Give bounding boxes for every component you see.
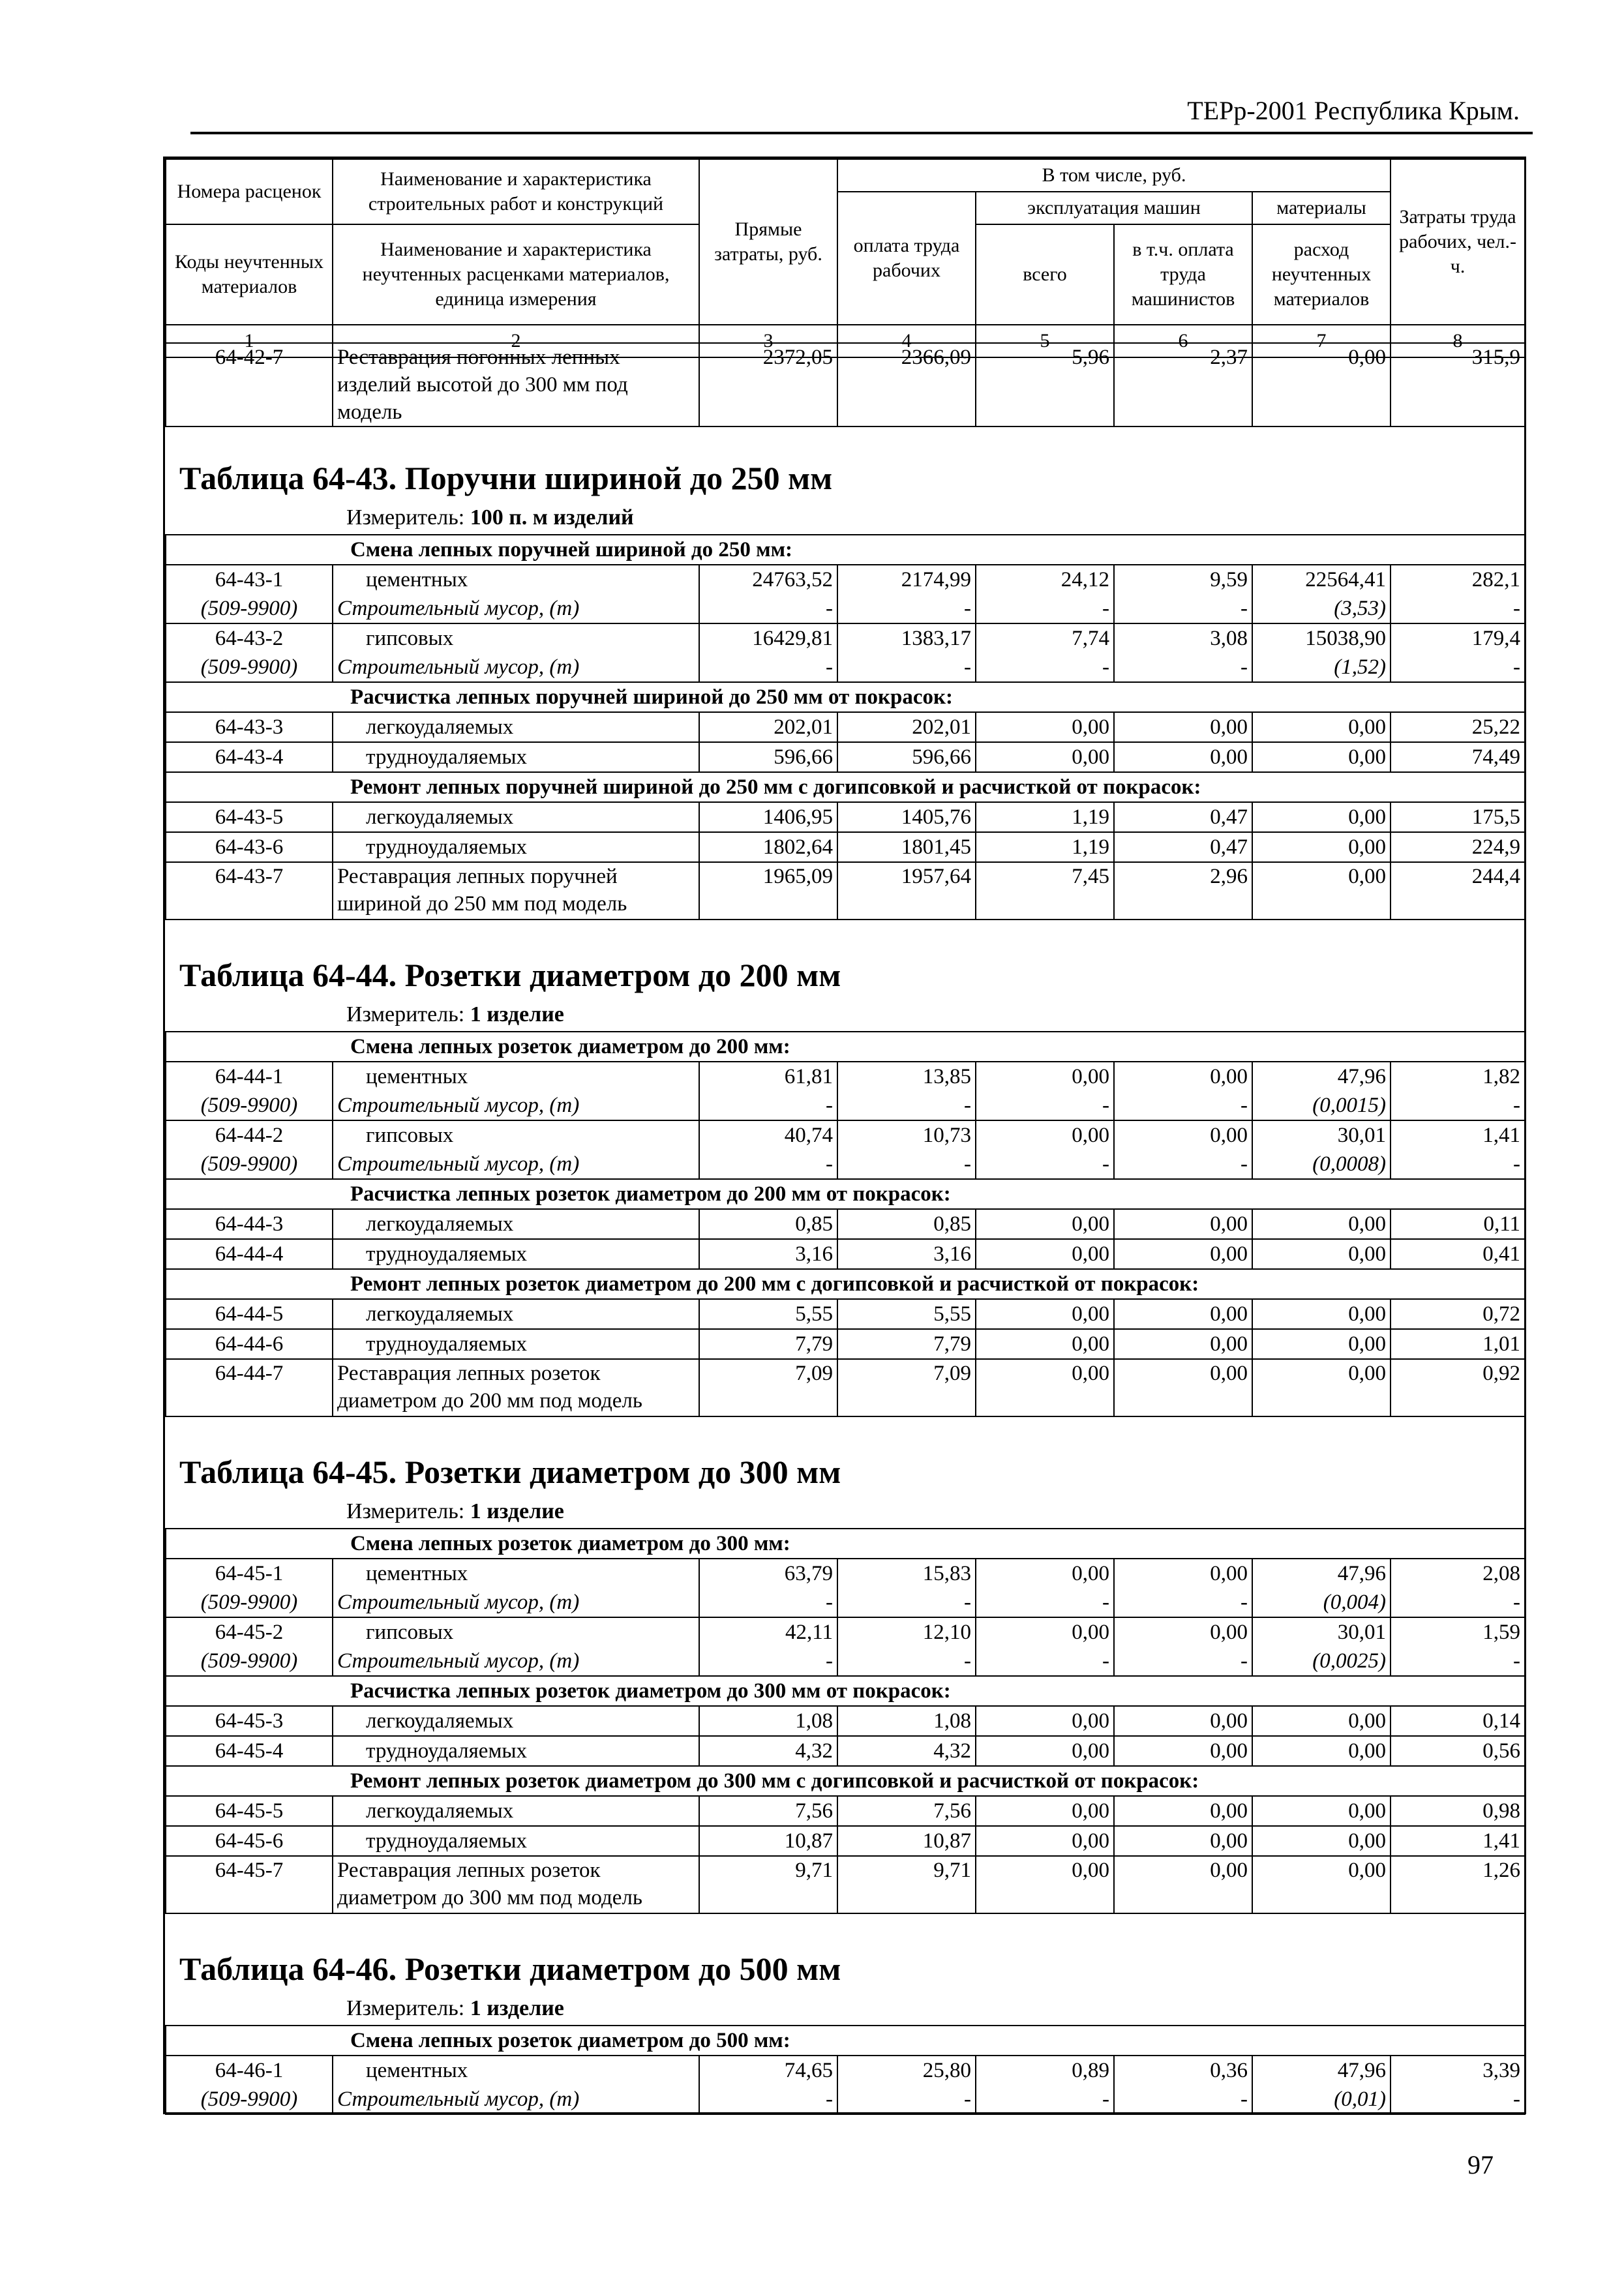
labor-hours: 3,39	[1391, 2056, 1525, 2085]
machines-total: 0,00	[976, 1120, 1114, 1150]
worker-pay: 1801,45	[837, 832, 976, 862]
materials-cost: 0,00	[1252, 1826, 1391, 1856]
materials-cost: 15038,90	[1252, 623, 1391, 653]
labor-hours: 74,49	[1391, 742, 1525, 772]
machinist-pay: 2,96	[1114, 862, 1252, 920]
materials-cost: 0,00	[1252, 802, 1391, 832]
labor-hours: 282,1	[1391, 565, 1525, 594]
section-header: Смена лепных розеток диаметром до 300 мм:	[166, 1529, 1525, 1559]
labor-hours: 315,9	[1391, 343, 1525, 426]
header-machinist-pay: в т.ч. оплата труда машинистов	[1114, 224, 1252, 325]
worker-pay: 15,83	[837, 1559, 976, 1588]
direct-cost: 7,56	[699, 1796, 837, 1826]
unit-64-43	[346, 504, 634, 531]
dash: -	[1114, 2085, 1252, 2114]
machinist-pay: 0,00	[1114, 1826, 1252, 1856]
rate-code: 64-45-4	[166, 1736, 333, 1766]
unit-label: Измеритель:	[346, 505, 465, 530]
direct-cost: 2372,05	[699, 343, 837, 426]
direct-cost: 4,32	[699, 1736, 837, 1766]
materials-cost: 0,00	[1252, 1359, 1391, 1416]
material-quantity: (0,01)	[1252, 2085, 1391, 2114]
rate-code: 64-44-6	[166, 1329, 333, 1359]
section-header: Расчистка лепных розеток диаметром до 200 мм от покрасок:	[166, 1179, 1525, 1209]
materials-cost: 0,00	[1252, 1706, 1391, 1736]
machines-total: 0,00	[976, 1706, 1114, 1736]
machinist-pay: 0,00	[1114, 1706, 1252, 1736]
material-quantity: (0,004)	[1252, 1588, 1391, 1617]
labor-hours: 0,92	[1391, 1359, 1525, 1416]
rate-name: трудноудаляемых	[333, 742, 699, 772]
labor-hours: 0,41	[1391, 1239, 1525, 1269]
material-code: (509-9900)	[166, 594, 333, 623]
materials-cost: 0,00	[1252, 1299, 1391, 1329]
col-num-1: 1	[166, 325, 333, 357]
machines-total: 0,00	[976, 1796, 1114, 1826]
worker-pay: 10,73	[837, 1120, 976, 1150]
worker-pay: 7,56	[837, 1796, 976, 1826]
machinist-pay: 0,00	[1114, 1120, 1252, 1150]
materials-cost: 0,00	[1252, 862, 1391, 920]
rate-code: 64-45-2	[166, 1617, 333, 1647]
rate-code: 64-45-3	[166, 1706, 333, 1736]
dash: -	[1114, 1150, 1252, 1179]
dash: -	[837, 594, 976, 623]
materials-cost: 0,00	[1252, 343, 1391, 426]
direct-cost: 10,87	[699, 1826, 837, 1856]
materials-cost: 0,00	[1252, 832, 1391, 862]
material-code: (509-9900)	[166, 1150, 333, 1179]
worker-pay: 13,85	[837, 1062, 976, 1091]
machines-total: 0,00	[976, 1209, 1114, 1239]
worker-pay: 2174,99	[837, 565, 976, 594]
running-header: ТЕРр-2001 Республика Крым.	[1187, 96, 1520, 125]
rate-code: 64-43-4	[166, 742, 333, 772]
rate-name: цементных	[333, 2056, 699, 2085]
labor-hours: 2,08	[1391, 1559, 1525, 1588]
col-num-3: 3	[699, 325, 837, 357]
dash: -	[1391, 2085, 1525, 2114]
header-unaccounted-materials: расход неучтенных материалов	[1252, 224, 1391, 325]
materials-cost: 0,00	[1252, 1736, 1391, 1766]
labor-hours: 0,14	[1391, 1706, 1525, 1736]
machinist-pay: 0,00	[1114, 1329, 1252, 1359]
unit-64-46	[346, 1995, 564, 2022]
material-code: (509-9900)	[166, 1588, 333, 1617]
rate-code: 64-44-7	[166, 1359, 333, 1416]
section-header: Ремонт лепных розеток диаметром до 300 мм с догипсовкой и расчисткой от покрасок:	[166, 1766, 1525, 1796]
worker-pay: 1383,17	[837, 623, 976, 653]
materials-cost: 30,01	[1252, 1120, 1391, 1150]
direct-cost: 63,79	[699, 1559, 837, 1588]
rate-name: легкоудаляемых	[333, 1706, 699, 1736]
worker-pay: 596,66	[837, 742, 976, 772]
rate-name: трудноудаляемых	[333, 1826, 699, 1856]
machines-total: 1,19	[976, 832, 1114, 862]
col-num-6: 6	[1114, 325, 1252, 357]
rate-code: 64-44-5	[166, 1299, 333, 1329]
page-number: 97	[1467, 2150, 1494, 2179]
dash: -	[1391, 1647, 1525, 1676]
material-quantity: (1,52)	[1252, 653, 1391, 682]
rate-code: 64-42-7	[166, 343, 333, 426]
rate-name: цементных	[333, 1559, 699, 1588]
materials-cost: 0,00	[1252, 1856, 1391, 1913]
machines-total: 0,89	[976, 2056, 1114, 2085]
table-64-46	[165, 2025, 1526, 2115]
table-64-44	[165, 1031, 1526, 1417]
labor-hours: 224,9	[1391, 832, 1525, 862]
direct-cost: 1965,09	[699, 862, 837, 920]
machinist-pay: 0,00	[1114, 742, 1252, 772]
worker-pay: 10,87	[837, 1826, 976, 1856]
direct-cost: 1406,95	[699, 802, 837, 832]
dash: -	[1114, 1091, 1252, 1120]
worker-pay: 4,32	[837, 1736, 976, 1766]
rate-name: Реставрация погонных лепных изделий высотой до 300 мм под модель	[333, 343, 699, 426]
labor-hours: 0,11	[1391, 1209, 1525, 1239]
dash: -	[699, 653, 837, 682]
machinist-pay: 0,00	[1114, 1239, 1252, 1269]
dash: -	[699, 1150, 837, 1179]
rate-name: легкоудаляемых	[333, 1209, 699, 1239]
material-quantity: (0,0025)	[1252, 1647, 1391, 1676]
rate-name: легкоудаляемых	[333, 1299, 699, 1329]
dash: -	[1114, 1588, 1252, 1617]
dash: -	[1391, 1588, 1525, 1617]
rate-name: трудноудаляемых	[333, 1329, 699, 1359]
machines-total: 0,00	[976, 1826, 1114, 1856]
unit-label: Измеритель:	[346, 1996, 465, 2020]
machines-total: 0,00	[976, 1239, 1114, 1269]
header-machines: эксплуатация машин	[976, 192, 1252, 224]
table-title-64-46: Таблица 64-46. Розетки диаметром до 500 мм	[179, 1951, 841, 1987]
rates-table-frame	[163, 157, 1526, 2114]
dash: -	[1114, 1647, 1252, 1676]
dash: -	[837, 2085, 976, 2114]
machines-total: 5,96	[976, 343, 1114, 426]
header-work-name: Наименование и характеристика строительных работ и конструкций	[333, 159, 699, 224]
dash: -	[976, 1091, 1114, 1120]
dash: -	[1391, 594, 1525, 623]
direct-cost: 596,66	[699, 742, 837, 772]
machinist-pay: 2,37	[1114, 343, 1252, 426]
machinist-pay: 0,47	[1114, 832, 1252, 862]
material-name: Строительный мусор, (т)	[333, 2085, 699, 2114]
rate-code: 64-45-6	[166, 1826, 333, 1856]
machinist-pay: 3,08	[1114, 623, 1252, 653]
col-num-7: 7	[1252, 325, 1391, 357]
table-64-45	[165, 1528, 1526, 1914]
col-num-4: 4	[837, 325, 976, 357]
machinist-pay: 0,00	[1114, 1736, 1252, 1766]
dash: -	[976, 1150, 1114, 1179]
labor-hours: 1,41	[1391, 1826, 1525, 1856]
material-quantity: (3,53)	[1252, 594, 1391, 623]
labor-hours: 244,4	[1391, 862, 1525, 920]
rate-name: цементных	[333, 565, 699, 594]
materials-cost: 47,96	[1252, 2056, 1391, 2085]
unit-64-45	[346, 1498, 564, 1525]
materials-cost: 0,00	[1252, 1239, 1391, 1269]
machines-total: 1,19	[976, 802, 1114, 832]
machines-total: 7,45	[976, 862, 1114, 920]
header-machines-total: всего	[976, 224, 1114, 325]
rate-code: 64-43-6	[166, 832, 333, 862]
header-rate-numbers: Номера расценок	[166, 159, 333, 224]
rate-code: 64-44-3	[166, 1209, 333, 1239]
rate-name: цементных	[333, 1062, 699, 1091]
machinist-pay: 0,00	[1114, 1359, 1252, 1416]
material-quantity: (0,0015)	[1252, 1091, 1391, 1120]
rate-name: легкоудаляемых	[333, 802, 699, 832]
header-materials: материалы	[1252, 192, 1391, 224]
machines-total: 0,00	[976, 1856, 1114, 1913]
labor-hours: 1,82	[1391, 1062, 1525, 1091]
machinist-pay: 9,59	[1114, 565, 1252, 594]
rate-name: гипсовых	[333, 1617, 699, 1647]
worker-pay: 0,85	[837, 1209, 976, 1239]
direct-cost: 9,71	[699, 1856, 837, 1913]
materials-cost: 22564,41	[1252, 565, 1391, 594]
machinist-pay: 0,00	[1114, 1856, 1252, 1913]
table-title-64-43: Таблица 64-43. Поручни шириной до 250 мм	[179, 460, 833, 496]
header-material-codes: Коды неучтенных материалов	[166, 224, 333, 325]
table-title-64-45: Таблица 64-45. Розетки диаметром до 300 мм	[179, 1454, 841, 1490]
rate-code: 64-44-2	[166, 1120, 333, 1150]
machines-total: 0,00	[976, 1359, 1114, 1416]
section-header: Смена лепных поручней шириной до 250 мм:	[166, 535, 1525, 565]
machines-total: 24,12	[976, 565, 1114, 594]
material-name: Строительный мусор, (т)	[333, 1647, 699, 1676]
col-num-8: 8	[1391, 325, 1525, 357]
dash: -	[699, 1588, 837, 1617]
direct-cost: 74,65	[699, 2056, 837, 2085]
section-header: Смена лепных розеток диаметром до 200 мм:	[166, 1032, 1525, 1062]
dash: -	[1114, 653, 1252, 682]
rate-name: гипсовых	[333, 1120, 699, 1150]
dash: -	[976, 1588, 1114, 1617]
machinist-pay: 0,00	[1114, 1062, 1252, 1091]
worker-pay: 2366,09	[837, 343, 976, 426]
dash: -	[699, 1091, 837, 1120]
material-code: (509-9900)	[166, 653, 333, 682]
col-num-5: 5	[976, 325, 1114, 357]
labor-hours: 1,01	[1391, 1329, 1525, 1359]
labor-hours: 1,59	[1391, 1617, 1525, 1647]
machinist-pay: 0,36	[1114, 2056, 1252, 2085]
material-code: (509-9900)	[166, 1091, 333, 1120]
rate-code: 64-44-4	[166, 1239, 333, 1269]
materials-cost: 0,00	[1252, 712, 1391, 742]
direct-cost: 7,79	[699, 1329, 837, 1359]
direct-cost: 7,09	[699, 1359, 837, 1416]
direct-cost: 0,85	[699, 1209, 837, 1239]
direct-cost: 202,01	[699, 712, 837, 742]
rate-code: 64-43-5	[166, 802, 333, 832]
dash: -	[1114, 594, 1252, 623]
machinist-pay: 0,00	[1114, 712, 1252, 742]
material-name: Строительный мусор, (т)	[333, 594, 699, 623]
material-code: (509-9900)	[166, 1647, 333, 1676]
unit-label: Измеритель:	[346, 1002, 465, 1026]
section-header: Ремонт лепных поручней шириной до 250 мм с догипсовкой и расчисткой от покрасок:	[166, 772, 1525, 802]
labor-hours: 1,26	[1391, 1856, 1525, 1913]
labor-hours: 0,56	[1391, 1736, 1525, 1766]
rate-code: 64-45-5	[166, 1796, 333, 1826]
materials-cost: 0,00	[1252, 742, 1391, 772]
materials-cost: 47,96	[1252, 1559, 1391, 1588]
dash: -	[1391, 1150, 1525, 1179]
header-rule	[190, 132, 1533, 134]
dash: -	[837, 1647, 976, 1676]
rate-name: трудноудаляемых	[333, 1239, 699, 1269]
materials-cost: 47,96	[1252, 1062, 1391, 1091]
labor-hours: 179,4	[1391, 623, 1525, 653]
direct-cost: 1802,64	[699, 832, 837, 862]
rate-name: трудноудаляемых	[333, 1736, 699, 1766]
rate-name: трудноудаляемых	[333, 832, 699, 862]
worker-pay: 7,09	[837, 1359, 976, 1416]
material-code: (509-9900)	[166, 2085, 333, 2114]
dash: -	[837, 1091, 976, 1120]
direct-cost: 42,11	[699, 1617, 837, 1647]
worker-pay: 9,71	[837, 1856, 976, 1913]
material-quantity: (0,0008)	[1252, 1150, 1391, 1179]
header-worker-pay: оплата труда рабочих	[837, 192, 976, 325]
materials-cost: 0,00	[1252, 1209, 1391, 1239]
unit-label: Измеритель:	[346, 1499, 465, 1523]
unit-value: 1 изделие	[470, 1002, 564, 1026]
section-header: Расчистка лепных поручней шириной до 250 мм от покрасок:	[166, 682, 1525, 712]
machinist-pay: 0,00	[1114, 1209, 1252, 1239]
machinist-pay: 0,00	[1114, 1559, 1252, 1588]
direct-cost: 3,16	[699, 1239, 837, 1269]
unit-64-44	[346, 1001, 564, 1028]
header-including-group: В том числе, руб.	[837, 159, 1391, 192]
rate-name: гипсовых	[333, 623, 699, 653]
col-num-2: 2	[333, 325, 699, 357]
material-name: Строительный мусор, (т)	[333, 1091, 699, 1120]
direct-cost: 40,74	[699, 1120, 837, 1150]
labor-hours: 1,41	[1391, 1120, 1525, 1150]
machinist-pay: 0,00	[1114, 1299, 1252, 1329]
dash: -	[1391, 653, 1525, 682]
dash: -	[699, 2085, 837, 2114]
worker-pay: 1,08	[837, 1706, 976, 1736]
machinist-pay: 0,00	[1114, 1617, 1252, 1647]
dash: -	[837, 1588, 976, 1617]
table-64-43	[165, 534, 1526, 920]
rate-code: 64-43-1	[166, 565, 333, 594]
table-title-64-44: Таблица 64-44. Розетки диаметром до 200 мм	[179, 957, 841, 993]
machines-total: 7,74	[976, 623, 1114, 653]
machines-total: 0,00	[976, 1736, 1114, 1766]
rate-code: 64-44-1	[166, 1062, 333, 1091]
direct-cost: 24763,52	[699, 565, 837, 594]
section-header: Расчистка лепных розеток диаметром до 300 мм от покрасок:	[166, 1676, 1525, 1706]
material-name: Строительный мусор, (т)	[333, 653, 699, 682]
rate-code: 64-46-1	[166, 2056, 333, 2085]
unit-value: 100 п. м изделий	[470, 505, 634, 530]
materials-cost: 30,01	[1252, 1617, 1391, 1647]
materials-cost: 0,00	[1252, 1329, 1391, 1359]
dash: -	[699, 594, 837, 623]
machines-total: 0,00	[976, 1559, 1114, 1588]
column-header-table	[165, 158, 1526, 358]
worker-pay: 25,80	[837, 2056, 976, 2085]
direct-cost: 1,08	[699, 1706, 837, 1736]
dash: -	[976, 594, 1114, 623]
labor-hours: 175,5	[1391, 802, 1525, 832]
header-labor-costs: Затраты труда рабочих, чел.-ч.	[1391, 159, 1525, 325]
header-direct-costs: Прямые затраты, руб.	[699, 159, 837, 325]
material-name: Строительный мусор, (т)	[333, 1588, 699, 1617]
rate-code: 64-43-7	[166, 862, 333, 920]
dash: -	[837, 1150, 976, 1179]
rate-code: 64-45-7	[166, 1856, 333, 1913]
direct-cost: 5,55	[699, 1299, 837, 1329]
rate-name: легкоудаляемых	[333, 1796, 699, 1826]
machines-total: 0,00	[976, 1329, 1114, 1359]
machines-total: 0,00	[976, 712, 1114, 742]
rate-code: 64-43-3	[166, 712, 333, 742]
rate-name: Реставрация лепных розеток диаметром до 200 мм под модель	[333, 1359, 699, 1416]
material-name: Строительный мусор, (т)	[333, 1150, 699, 1179]
section-header: Смена лепных розеток диаметром до 500 мм:	[166, 2026, 1525, 2056]
header-material-names: Наименование и характеристика неучтенных расценками материалов, единица измерения	[333, 224, 699, 325]
machines-total: 0,00	[976, 1062, 1114, 1091]
rate-name: Реставрация лепных поручней шириной до 250 мм под модель	[333, 862, 699, 920]
machines-total: 0,00	[976, 1617, 1114, 1647]
dash: -	[976, 1647, 1114, 1676]
worker-pay: 1405,76	[837, 802, 976, 832]
labor-hours: 25,22	[1391, 712, 1525, 742]
dash: -	[699, 1647, 837, 1676]
worker-pay: 3,16	[837, 1239, 976, 1269]
section-header: Ремонт лепных розеток диаметром до 200 мм с догипсовкой и расчисткой от покрасок:	[166, 1269, 1525, 1299]
rate-name: легкоудаляемых	[333, 712, 699, 742]
machines-total: 0,00	[976, 1299, 1114, 1329]
direct-cost: 61,81	[699, 1062, 837, 1091]
worker-pay: 1957,64	[837, 862, 976, 920]
worker-pay: 202,01	[837, 712, 976, 742]
worker-pay: 7,79	[837, 1329, 976, 1359]
unit-value: 1 изделие	[470, 1996, 564, 2020]
rate-name: Реставрация лепных розеток диаметром до 300 мм под модель	[333, 1856, 699, 1913]
worker-pay: 12,10	[837, 1617, 976, 1647]
worker-pay: 5,55	[837, 1299, 976, 1329]
unit-value: 1 изделие	[470, 1499, 564, 1523]
dash: -	[976, 2085, 1114, 2114]
machinist-pay: 0,00	[1114, 1796, 1252, 1826]
machinist-pay: 0,47	[1114, 802, 1252, 832]
rate-code: 64-45-1	[166, 1559, 333, 1588]
dash: -	[1391, 1091, 1525, 1120]
rate-code: 64-43-2	[166, 623, 333, 653]
machines-total: 0,00	[976, 742, 1114, 772]
dash: -	[976, 653, 1114, 682]
materials-cost: 0,00	[1252, 1796, 1391, 1826]
direct-cost: 16429,81	[699, 623, 837, 653]
labor-hours: 0,72	[1391, 1299, 1525, 1329]
dash: -	[837, 653, 976, 682]
rate-row-64-42-7	[165, 342, 1526, 427]
labor-hours: 0,98	[1391, 1796, 1525, 1826]
